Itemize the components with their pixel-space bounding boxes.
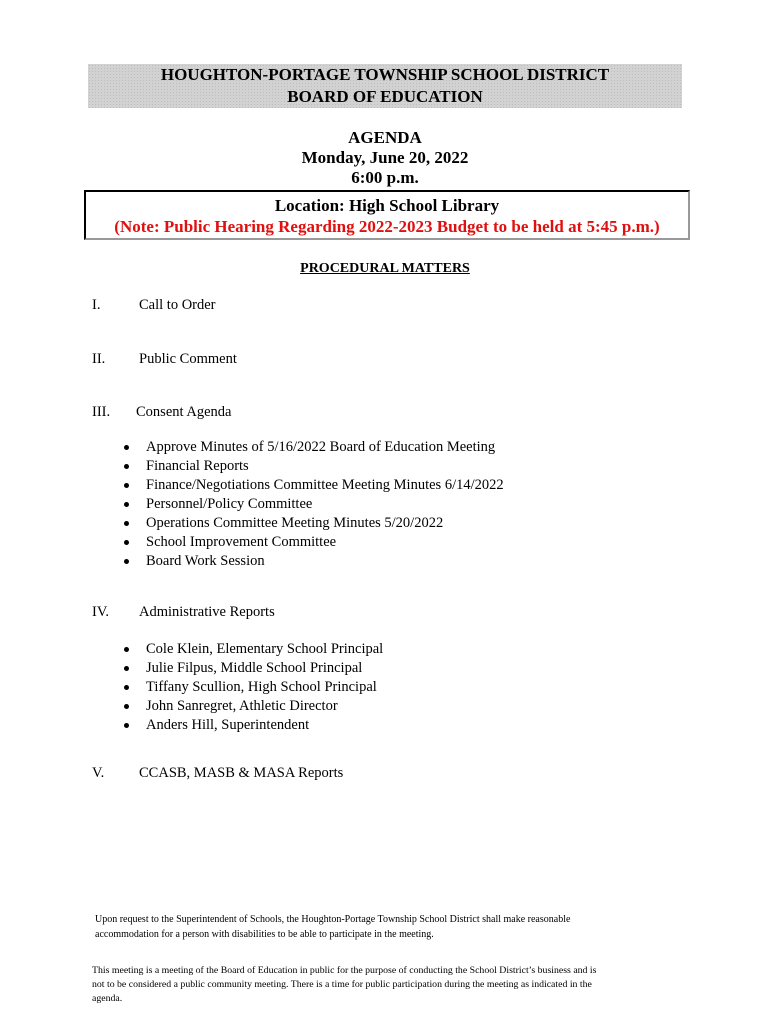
list-item: Financial Reports bbox=[120, 457, 504, 476]
bullet-icon bbox=[124, 521, 129, 526]
item-numeral: III. bbox=[92, 404, 111, 420]
agenda-heading bbox=[0, 128, 770, 188]
list-item: Finance/Negotiations Committee Meeting Minutes 6/14/2022 bbox=[120, 476, 504, 495]
procedural-matters-title: PROCEDURAL MATTERS bbox=[300, 261, 470, 276]
bullet-icon bbox=[124, 483, 129, 488]
list-item: School Improvement Committee bbox=[120, 533, 504, 552]
district-header bbox=[88, 64, 682, 108]
district-name: HOUGHTON-PORTAGE TOWNSHIP SCHOOL DISTRICT bbox=[160, 65, 610, 84]
bullet-icon bbox=[124, 723, 129, 728]
note-line: accommodation for a person with disabilities to be able to participate in the meeting. bbox=[95, 929, 434, 940]
list-item: Personnel/Policy Committee bbox=[120, 495, 504, 514]
board-name: BOARD OF EDUCATION bbox=[287, 87, 483, 106]
bullet-icon bbox=[124, 445, 129, 450]
item-label: Consent Agenda bbox=[136, 404, 232, 420]
note-line: This meeting is a meeting of the Board of Education in public for the purpose of conducting the School District’s business and is bbox=[92, 965, 597, 976]
note-line: Upon request to the Superintendent of Schools, the Houghton-Portage Township School District shall make reasonable bbox=[95, 914, 571, 925]
list-item: John Sanregret, Athletic Director bbox=[120, 697, 383, 716]
item-numeral: II. bbox=[92, 351, 106, 367]
list-item: Anders Hill, Superintendent bbox=[120, 716, 383, 735]
location-text: Location: High School Library bbox=[274, 196, 500, 215]
list-item: Approve Minutes of 5/16/2022 Board of Education Meeting bbox=[120, 438, 504, 457]
item-numeral: V. bbox=[92, 765, 105, 781]
bullet-icon bbox=[124, 647, 129, 652]
item-numeral: IV. bbox=[92, 604, 110, 620]
list-item: Operations Committee Meeting Minutes 5/20/2022 bbox=[120, 514, 504, 533]
item-label: Administrative Reports bbox=[139, 604, 275, 620]
item-numeral: I. bbox=[92, 297, 101, 313]
item-label: Public Comment bbox=[139, 351, 237, 367]
list-item: Cole Klein, Elementary School Principal bbox=[120, 640, 383, 659]
item-label: Call to Order bbox=[139, 297, 216, 313]
agenda-time: 6:00 p.m. bbox=[351, 168, 419, 187]
bullet-icon bbox=[124, 704, 129, 709]
public-meeting-note bbox=[92, 964, 692, 1006]
note-line: not to be considered a public community meeting. There is a time for public participation during the meeting as indicated in the bbox=[92, 979, 592, 990]
list-item: Tiffany Scullion, High School Principal bbox=[120, 678, 383, 697]
bullet-icon bbox=[124, 464, 129, 469]
agenda-title: AGENDA bbox=[348, 128, 422, 147]
list-item: Julie Filpus, Middle School Principal bbox=[120, 659, 383, 678]
note-line: agenda. bbox=[92, 993, 123, 1004]
location-box bbox=[84, 190, 690, 240]
accommodation-note bbox=[95, 912, 570, 942]
admin-reports-list bbox=[120, 640, 383, 735]
consent-agenda-list bbox=[120, 438, 504, 571]
agenda-date: Monday, June 20, 2022 bbox=[301, 148, 469, 167]
item-label: CCASB, MASB & MASA Reports bbox=[139, 765, 344, 781]
bullet-icon bbox=[124, 666, 129, 671]
bullet-icon bbox=[124, 685, 129, 690]
bullet-icon bbox=[124, 502, 129, 507]
bullet-icon bbox=[124, 559, 129, 564]
list-item: Board Work Session bbox=[120, 552, 504, 571]
bullet-icon bbox=[124, 540, 129, 545]
hearing-note: (Note: Public Hearing Regarding 2022-2023 Budget to be held at 5:45 p.m.) bbox=[114, 217, 660, 236]
